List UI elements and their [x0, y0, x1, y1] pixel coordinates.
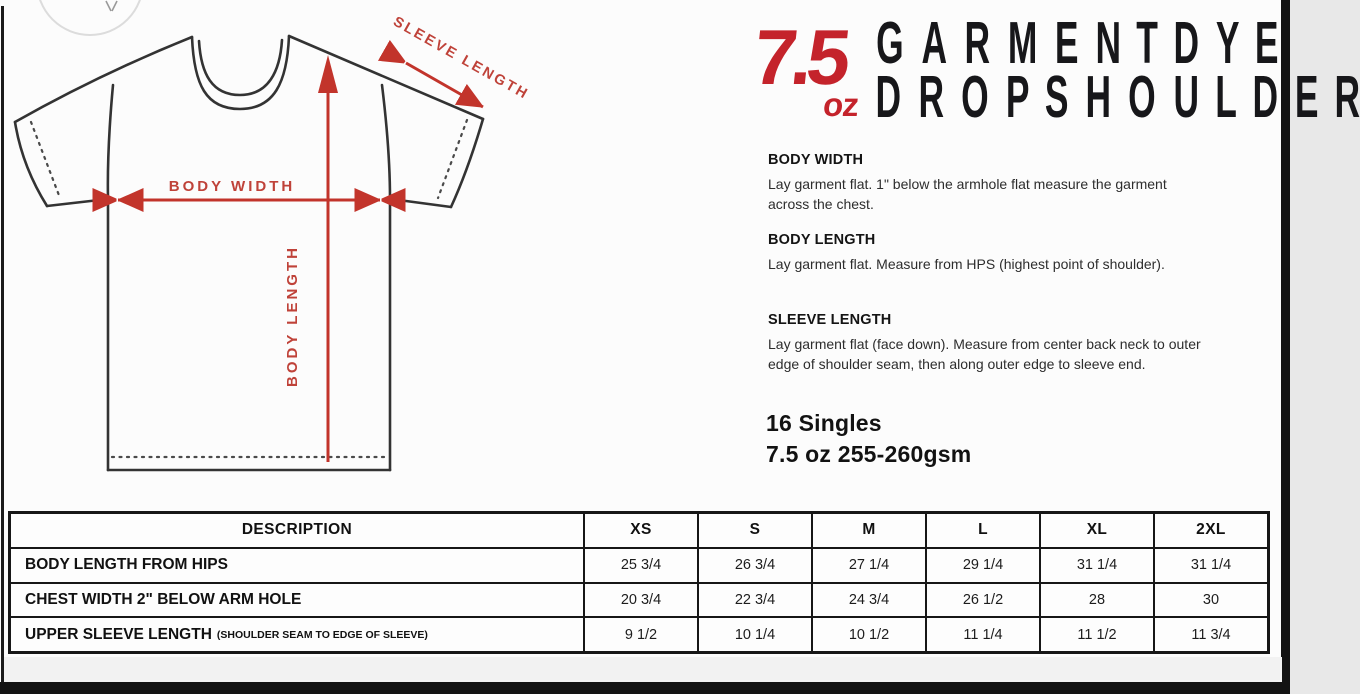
size-table-row-label: BODY LENGTH FROM HIPS: [11, 549, 583, 582]
fabric-gsm: 7.5 oz 255-260gsm: [766, 441, 972, 467]
fabric-weight-unit: oz: [821, 86, 860, 123]
size-table-header-cell: XS: [585, 514, 697, 547]
spec-heading: BODY WIDTH: [768, 152, 864, 168]
size-table-header-cell: DESCRIPTION: [11, 514, 583, 547]
spec-heading: SLEEVE LENGTH: [768, 312, 892, 328]
size-table-value-cell: 10 1/4: [699, 618, 811, 651]
lower-band: [4, 657, 1282, 682]
watermark-circle: [37, 0, 143, 35]
size-table-header-cell: M: [813, 514, 925, 547]
spec-body-width: [768, 152, 1208, 214]
size-table-value-cell: 26 3/4: [699, 549, 811, 582]
size-table-row-label: UPPER SLEEVE LENGTH (SHOULDER SEAM TO EDGE OF SLEEVE): [11, 618, 583, 651]
size-table-value-cell: 30: [1155, 584, 1267, 617]
size-table-value-cell: 31 1/4: [1041, 549, 1153, 582]
fabric-weight-mark: [749, 13, 862, 123]
product-title-line-2: [867, 64, 1360, 130]
title-letter: H: [1085, 64, 1111, 130]
size-table-value-cell: 11 3/4: [1155, 618, 1267, 651]
title-letter: E: [1255, 10, 1279, 76]
size-table-value-cell: 20 3/4: [585, 584, 697, 617]
size-table-value-cell: 26 1/2: [927, 584, 1039, 617]
title-letter: S: [1045, 64, 1069, 130]
size-table-header-cell: L: [927, 514, 1039, 547]
title-letter: Y: [1215, 10, 1240, 76]
size-table-header-cell: S: [699, 514, 811, 547]
size-table: [8, 511, 1270, 654]
size-table-value-cell: 9 1/2: [585, 618, 697, 651]
sleeve-length-label: SLEEVE LENGTH: [390, 13, 532, 104]
product-title-line-1: [867, 10, 1282, 76]
size-table-value-cell: 11 1/2: [1041, 618, 1153, 651]
body-width-label: BODY WIDTH: [168, 178, 296, 195]
title-letter: N: [1095, 10, 1121, 76]
title-letter: D: [1173, 10, 1200, 76]
size-table-value-cell: 22 3/4: [699, 584, 811, 617]
title-letter: U: [1173, 64, 1200, 130]
size-table-value-cell: 10 1/2: [813, 618, 925, 651]
title-letter: O: [1128, 64, 1157, 130]
spec-heading: BODY LENGTH: [768, 232, 876, 248]
shirt-stitch-lines: [31, 120, 467, 457]
tshirt-measurement-diagram: [0, 0, 540, 505]
title-letter: D: [1252, 64, 1279, 130]
title-letter: R: [918, 64, 944, 130]
spec-text: Lay garment flat (face down). Measure from center back neck to outer edge of shoulder seam, then along outer edge to sleeve end.: [768, 336, 1201, 372]
size-table-header-cell: XL: [1041, 514, 1153, 547]
photo-edge-right: [1281, 0, 1290, 694]
fabric-weight-number: 7.5: [749, 13, 850, 101]
spec-sleeve-length: [768, 312, 1208, 374]
product-title: [867, 10, 1360, 130]
body-length-label: BODY LENGTH: [284, 245, 301, 387]
title-letter: R: [964, 10, 990, 76]
size-table-value-cell: 25 3/4: [585, 549, 697, 582]
title-letter: E: [1055, 10, 1079, 76]
title-letter: D: [875, 64, 902, 130]
title-letter: R: [1334, 64, 1360, 130]
row-label-note: (SHOULDER SEAM TO EDGE OF SLEEVE): [216, 628, 428, 641]
fabric-info: [766, 408, 971, 470]
title-letter: A: [921, 10, 947, 76]
body-length-arrow: [318, 55, 338, 462]
title-letter: L: [1215, 64, 1237, 130]
size-table-header-cell: 2XL: [1155, 514, 1267, 547]
spec-text: Lay garment flat. Measure from HPS (highest point of shoulder).: [768, 256, 1165, 272]
fabric-singles: 16 Singles: [766, 410, 882, 436]
title-letter: O: [961, 64, 989, 130]
photo-edge-bottom: [0, 682, 1290, 694]
spec-body-length: [768, 232, 1208, 274]
size-table-value-cell: 24 3/4: [813, 584, 925, 617]
size-table-row-label: CHEST WIDTH 2" BELOW ARM HOLE: [11, 584, 583, 617]
size-table-value-cell: 28: [1041, 584, 1153, 617]
title-letter: M: [1007, 10, 1038, 76]
size-table-value-cell: 11 1/4: [927, 618, 1039, 651]
size-table-value-cell: 27 1/4: [813, 549, 925, 582]
title-letter: T: [1136, 10, 1159, 76]
shirt-outline: [15, 36, 483, 470]
spec-text: Lay garment flat. 1" below the armhole flat measure the garment across the chest.: [768, 176, 1167, 212]
size-table-value-cell: 29 1/4: [927, 549, 1039, 582]
title-letter: E: [1294, 64, 1319, 130]
size-table-value-cell: 31 1/4: [1155, 549, 1267, 582]
title-letter: G: [876, 10, 904, 76]
title-letter: P: [1005, 64, 1030, 130]
